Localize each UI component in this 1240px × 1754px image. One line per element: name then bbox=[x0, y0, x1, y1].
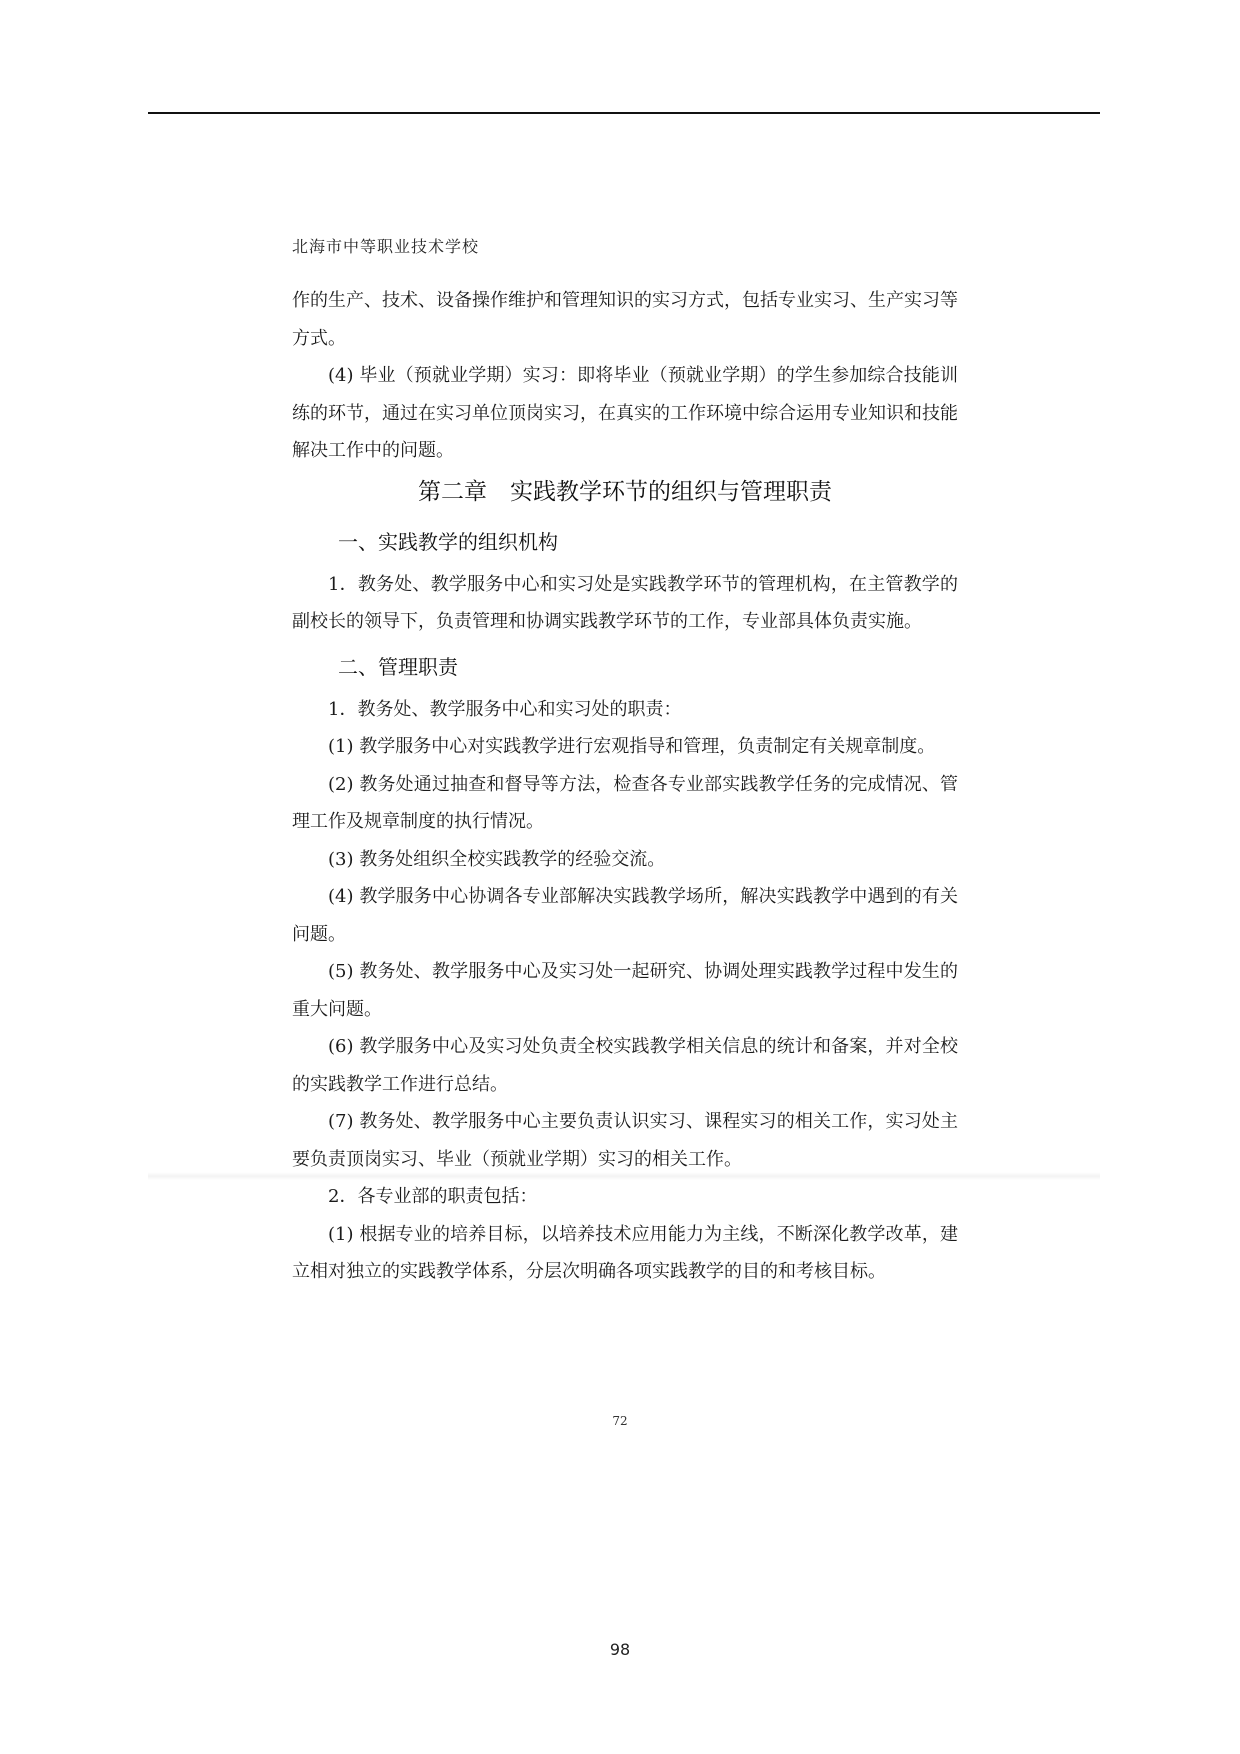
paragraph: (3) 教务处组织全校实践教学的经验交流。 bbox=[328, 848, 666, 870]
paragraph: (4) 教学服务中心协调各专业部解决实践教学场所，解决实践教学中遇到的有关问题。 bbox=[292, 886, 958, 945]
paragraph: 1．教务处、教学服务中心和实习处的职责： bbox=[328, 698, 682, 720]
paragraph: 2．各专业部的职责包括： bbox=[328, 1186, 538, 1207]
paragraph: (4) 毕业（预就业学期）实习：即将毕业（预就业学期）的学生参加综合技能训练的环节，通过在实习单位顶岗实习，在真实的工作环境中综合运用专业知识和技能解决工作中的问题。 bbox=[292, 365, 958, 461]
paragraph: (6) 教学服务中心及实习处负责全校实践教学相关信息的统计和备案，并对全校的实践教学工作进行总结。 bbox=[292, 1036, 958, 1095]
paragraph: (5) 教务处、教学服务中心及实习处一起研究、协调处理实践教学过程中发生的重大问题。 bbox=[292, 961, 958, 1020]
inner-page-number: 72 bbox=[612, 1414, 628, 1428]
paragraph: (2) 教务处通过抽查和督导等方法，检查各专业部实践教学任务的完成情况、管理工作及规章制度的执行情况。 bbox=[292, 773, 958, 832]
section-heading: 一、实践教学的组织机构 bbox=[338, 529, 558, 554]
header-rule bbox=[148, 112, 1100, 114]
document-body bbox=[292, 282, 958, 1291]
chapter-title: 第二章 实践教学环节的组织与管理职责 bbox=[418, 478, 832, 505]
page-number: 98 bbox=[609, 1640, 631, 1659]
section-heading: 二、管理职责 bbox=[338, 654, 458, 679]
paragraph: (7) 教务处、教学服务中心主要负责认识实习、课程实习的相关工作，实习处主要负责顶岗实习、毕业（预就业学期）实习的相关工作。 bbox=[292, 1111, 958, 1170]
paragraph: (1) 根据专业的培养目标，以培养技术应用能力为主线，不断深化教学改革，建立相对独立的实践教学体系，分层次明确各项实践教学的目的和考核目标。 bbox=[292, 1223, 958, 1282]
paragraph: 1．教务处、教学服务中心和实习处是实践教学环节的管理机构，在主管教学的副校长的领导下，负责管理和协调实践教学环节的工作，专业部具体负责实施。 bbox=[292, 573, 958, 632]
running-header: 北海市中等职业技术学校 bbox=[292, 237, 480, 256]
paragraph: (1) 教学服务中心对实践教学进行宏观指导和管理，负责制定有关规章制度。 bbox=[328, 736, 936, 757]
paragraph: 作的生产、技术、设备操作维护和管理知识的实习方式，包括专业实习、生产实习等方式。 bbox=[292, 290, 958, 349]
